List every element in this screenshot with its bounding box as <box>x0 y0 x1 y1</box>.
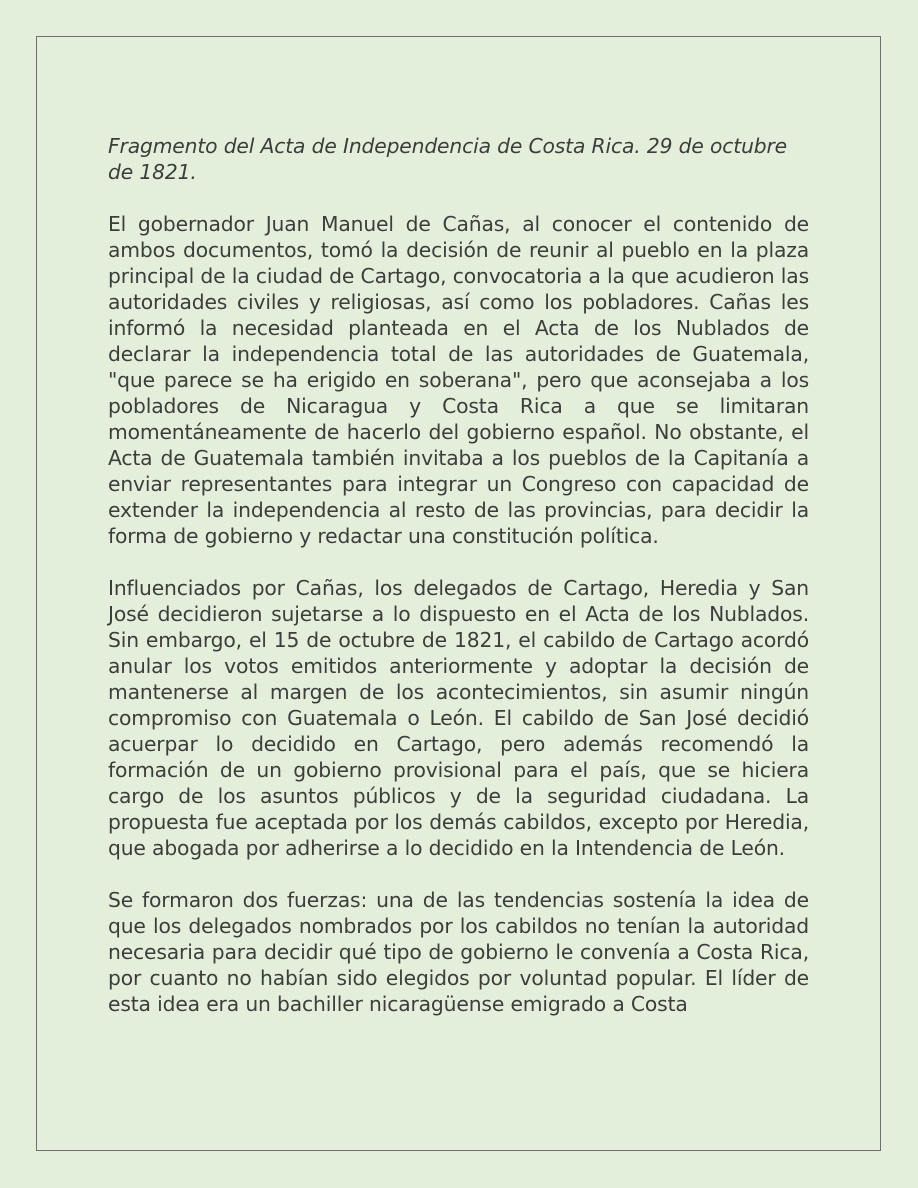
paragraph-2: Influenciados por Cañas, los delegados de Cartago, Heredia y San José decidieron sujetarse a lo dispuesto en el Acta de los Nublados. Sin embargo, el 15 de octubre de 1821, el cabildo de Cartago acordó anular los votos emitidos anteriormente y adoptar la decisión de mantenerse al margen de los acontecimientos, sin asumir ningún compromiso con Guatemala o León. El cabildo de San José decidió acuerpar lo decidido en Cartago, pero además recomendó la formación de un gobierno provisional para el país, que se hiciera cargo de los asuntos públicos y de la seguridad ciudadana. La propuesta fue aceptada por los demás cabildos, excepto por Heredia, que abogada por adherirse a lo decidido en la Intendencia de León. <box>108 576 809 860</box>
document-body <box>108 133 809 1017</box>
document-caption: Fragmento del Acta de Independencia de Costa Rica. 29 de octubre de 1821. <box>108 134 788 184</box>
paragraph-3: Se formaron dos fuerzas: una de las tendencias sostenía la idea de que los delegados nombrados por los cabildos no tenían la autoridad necesaria para decidir qué tipo de gobierno le convenía a Costa Rica, por cuanto no habían sido elegidos por voluntad popular. El líder de esta idea era un bachiller nicaragüense emigrado a Costa <box>108 888 809 1016</box>
paragraph-1: El gobernador Juan Manuel de Cañas, al conocer el contenido de ambos documentos, tomó la decisión de reunir al pueblo en la plaza principal de la ciudad de Cartago, convocatoria a la que acudieron las autoridades civiles y religiosas, así como los pobladores. Cañas les informó la necesidad planteada en el Acta de los Nublados de declarar la independencia total de las autoridades de Guatemala, "que parece se ha erigido en soberana", pero que aconsejaba a los pobladores de Nicaragua y Costa Rica a que se limitaran momentáneamente de hacerlo del gobierno español. No obstante, el Acta de Guatemala también invitaba a los pueblos de la Capitanía a enviar representantes para integrar un Congreso con capacidad de extender la independencia al resto de las provincias, para decidir la forma de gobierno y redactar una constitución política. <box>108 212 809 548</box>
